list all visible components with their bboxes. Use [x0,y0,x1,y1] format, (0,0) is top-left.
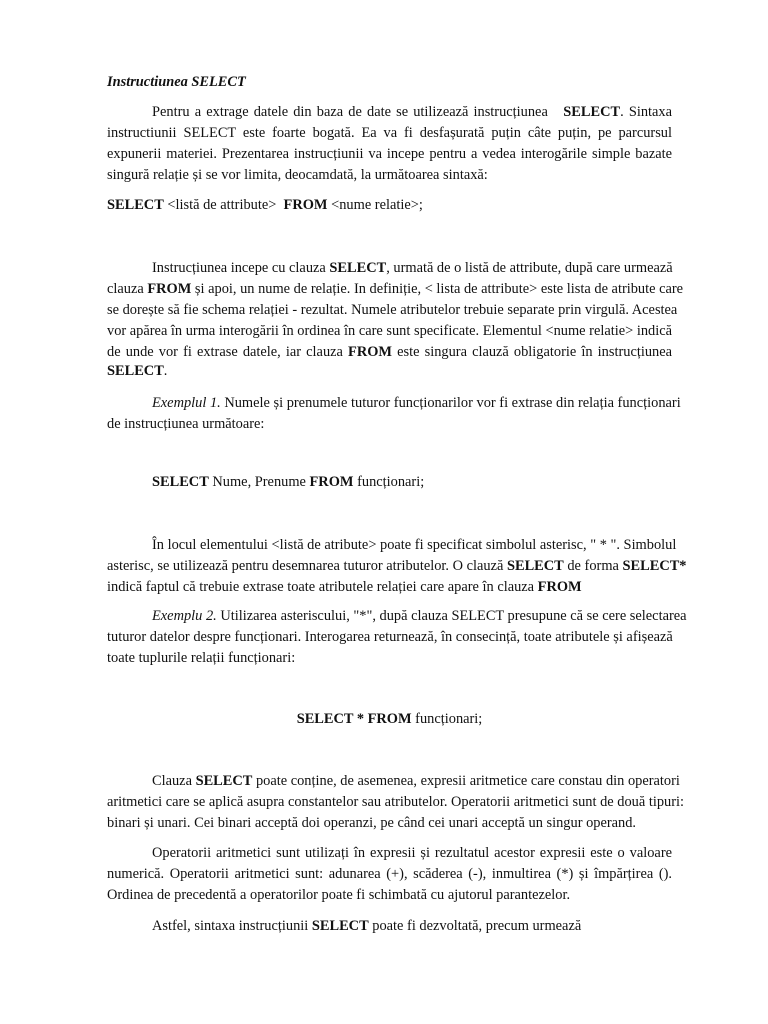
text-line: Exemplul 1. Numele și prenumele tuturor funcționarilor vor fi extrase din relația funcționari [152,395,681,411]
text-line: clauza FROM și apoi, un nume de relație. In definiție, < lista de attribute> este lista de atribute care [107,281,684,297]
text-line: Ordinea de precedentă a operatorilor poate fi schimbată cu ajutorul parantezelor. [107,887,571,903]
text-line: vor apărea în urma interogării în ordinea în care sunt specificate. Elementul <nume relatie> indică [107,323,672,339]
code-example-2: SELECT * FROM funcționari; [296,711,483,727]
text-line: se dorește să fie schema relației - rezultat. Numele atributelor trebuie separate prin virgulă. Acestea [107,302,678,318]
text-line: indică faptul că trebuie extrase toate atributele relației care apare în clauza FROM [107,579,582,595]
text-line: binari și unari. Cei binari acceptă doi operanzi, pe când cei unari acceptă un singur operand. [107,815,637,831]
text-line: de unde vor fi extrase datele, iar clauza FROM este singura clauză obligatorie în instrucțiunea [107,344,672,360]
text-line: Clauza SELECT poate conține, de asemenea, expresii aritmetice care constau din operatori [152,773,680,789]
text-line: Operatorii aritmetici sunt utilizați în expresii și rezultatul acestor expresii este o valoare [152,845,672,861]
text-line: În locul elementului <listă de atribute> poate fi specificat simbolul asterisc, " * ". Simbolul [152,537,677,553]
section-title: Instructiunea SELECT [107,74,246,90]
text-line: Exemplu 2. Utilizarea asteriscului, "*", după clauza SELECT presupune că se cere selectarea [152,608,687,624]
text-line: tuturor datelor despre funcționari. Interogarea returnează, în consecință, toate atributele și afișează [107,629,673,645]
text-line: de instrucțiunea următoare: [107,416,265,432]
paragraph-syntax-extended: Astfel, sintaxa instrucțiunii SELECT poate fi dezvoltată, precum urmează [152,918,582,934]
text-line: Instrucțiunea incepe cu clauza SELECT, urmată de o listă de attribute, după care urmează [152,260,673,276]
syntax-line: SELECT <listă de attribute> FROM <nume relatie>; [107,197,423,213]
code-example-1: SELECT Nume, Prenume FROM funcționari; [152,474,425,490]
text-line: toate tuplurile relații funcționari: [107,650,296,666]
text-line: expunerii materiei. Prezentarea instrucțiunii va incepe pentru a vedea interogările simple bazate [107,146,672,162]
text-line: aritmetici care se aplică asupra constantelor sau atributelor. Operatorii aritmetici sunt de două tipuri: [107,794,685,810]
text-line: SELECT. [107,363,168,379]
text-line: asterisc, se utilizează pentru desemnarea tuturor atributelor. O clauză SELECT de forma SELECT* [107,558,687,574]
text-line: Pentru a extrage datele din baza de date se utilizează instrucțiunea SELECT. Sintaxa [152,104,672,120]
text-line: numerică. Operatorii aritmetici sunt: adunarea (+), scăderea (-), inmultirea (*) și împărțirea (). [107,866,672,882]
text-line: instructiunii SELECT este foarte bogată. Ea va fi desfașurată puțin câte puțin, pe parcursul [107,125,672,141]
text-line: singură relație și se vor limita, deocamdată, la următoarea sintaxă: [107,167,488,183]
